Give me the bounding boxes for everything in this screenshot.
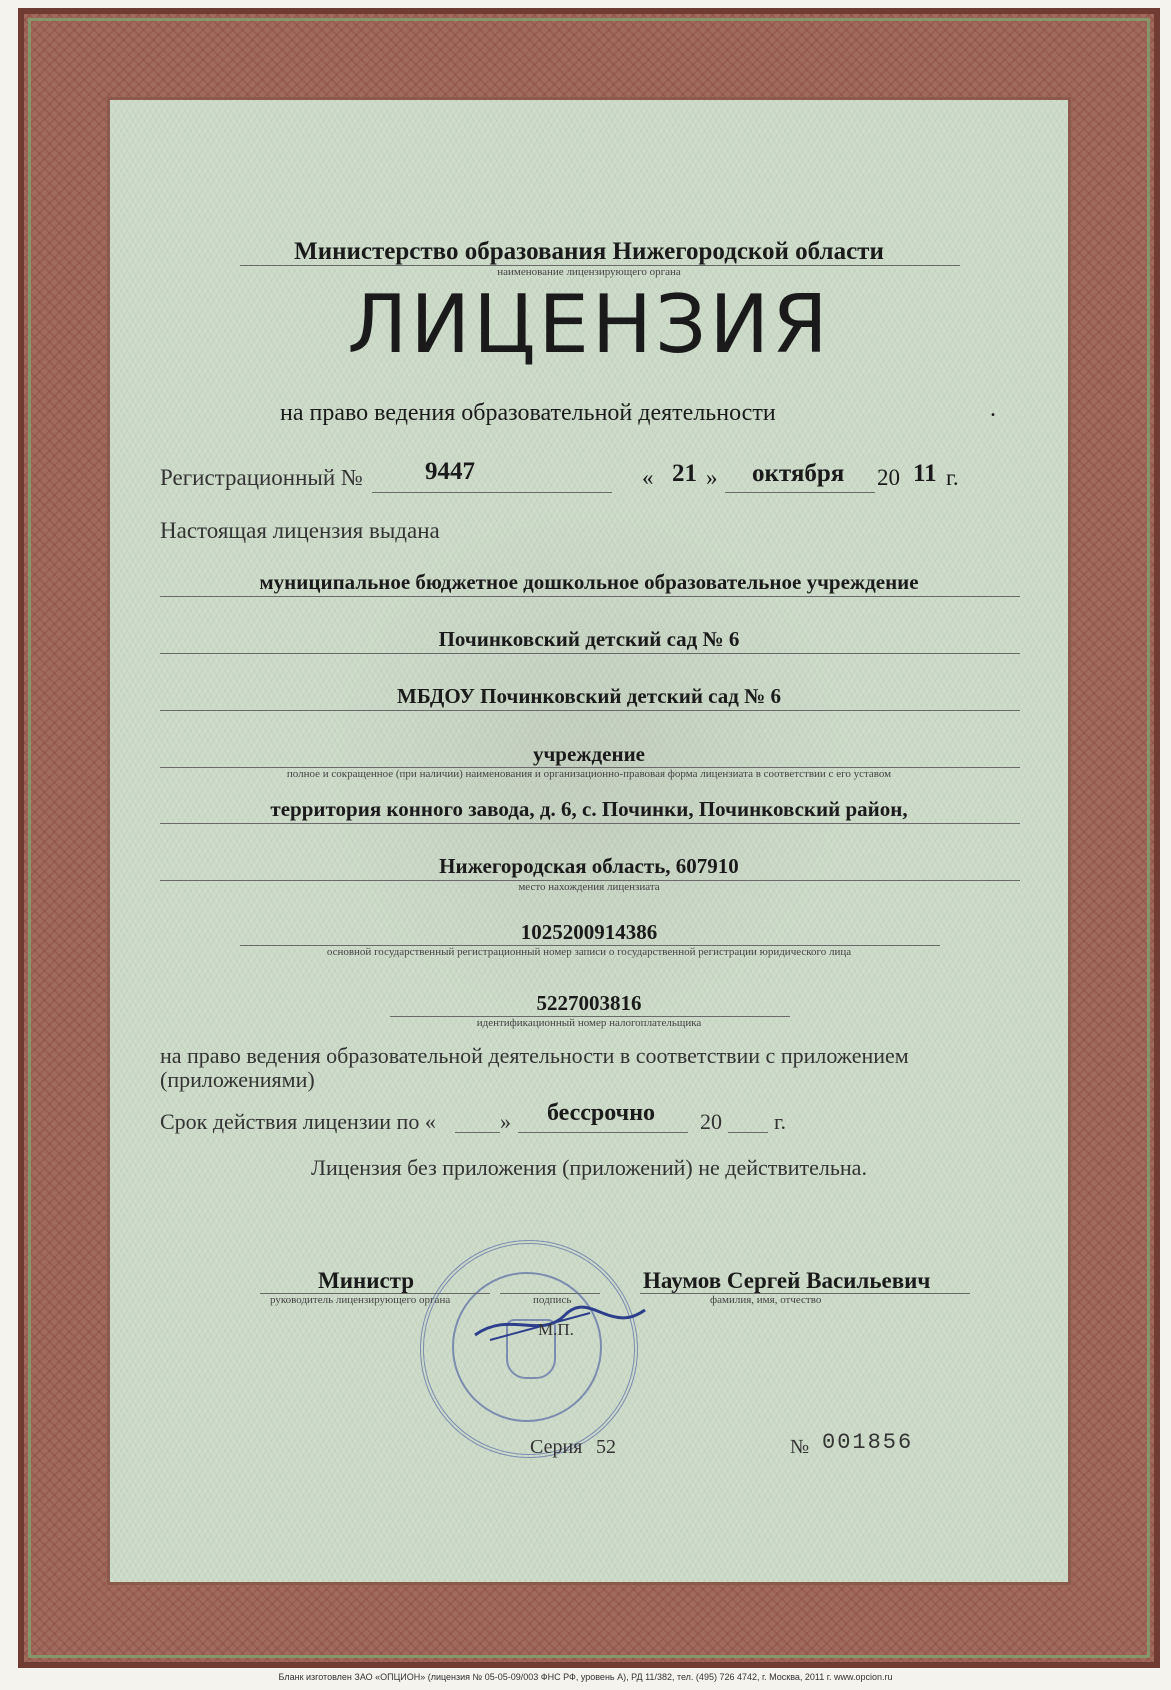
date-century: 20 bbox=[877, 465, 900, 490]
signature-caption: подпись bbox=[533, 1294, 572, 1306]
date-day: 21 bbox=[672, 460, 697, 487]
date-close-quote: » bbox=[706, 465, 718, 490]
validity-value: бессрочно bbox=[547, 1100, 656, 1126]
signer-position-caption: руководитель лицензирующего органа bbox=[270, 1294, 451, 1306]
validity-label: Срок действия лицензии по « bbox=[160, 1109, 436, 1134]
licensing-authority: Министерство образования Нижегородской области bbox=[294, 238, 884, 265]
address-line2: Нижегородская область, 607910 bbox=[439, 854, 739, 878]
license-field: Министерство образования Нижегородской области наименование лицензирующего органа ЛИЦЕНЗИЯ на право ведения образовательной деятельности . Регистрационный № 9447 « 21 » октября 20 11 г. Настоящая лицензия выдана муниципальное бюджетное дошкольное образовательное учреждение Починковский детский сад № 6 МБДОУ Починковский детский сад № 6 учреждение полное и сокращенное (при наличии) наименования и организационно-правовая форма лицензиата в соответствии с его уставом территория конного завода, д. 6, с. Починки, Починковский район, Нижегородская область, 607910 место нахождения лицензиата 1025200914386 основной государственный регистрационный номер записи о государственной регистрации юридического лица 5227003816 идентификационный номер налогоплательщика на право ведения образовательной деятельности в соответствии с приложением (приложениями) Срок действия лицензии по « » бессрочно 20 г. Лицензия без приложения (приложений) не действительна. Министр руководитель лицензирующего органа подпись Наумов Сергей Васильевич фамилия, имя, отчество М.П. Серия 52 № 001856 bbox=[110, 100, 1068, 1582]
licensee-short-name: МБДОУ Починковский детский сад № 6 bbox=[397, 684, 781, 708]
invalid-without-appendix-note: Лицензия без приложения (приложений) не действительна. bbox=[311, 1155, 867, 1180]
series-label: Серия bbox=[530, 1436, 583, 1458]
ogrn-caption: основной государственный регистрационный номер записи о государственной регистрации юридического лица bbox=[326, 946, 852, 958]
licensee-full-name: муниципальное бюджетное дошкольное образовательное учреждение bbox=[259, 570, 919, 594]
licensee-caption: полное и сокращенное (при наличии) наименования и организационно-правовая форма лицензиата в соответствии с его уставом bbox=[286, 768, 892, 780]
validity-suffix: г. bbox=[774, 1109, 787, 1134]
blank-number: 001856 bbox=[822, 1430, 914, 1455]
address-line1: территория конного завода, д. 6, с. Починки, Починковский район, bbox=[270, 797, 908, 821]
signer-name-caption: фамилия, имя, отчество bbox=[710, 1294, 822, 1306]
validity-close-quote: » bbox=[500, 1109, 511, 1134]
signer-full-name: Наумов Сергей Васильевич bbox=[643, 1268, 931, 1293]
date-suffix: г. bbox=[946, 465, 959, 490]
registration-label: Регистрационный № bbox=[160, 465, 363, 490]
date-month: октября bbox=[752, 460, 845, 487]
address-caption: место нахождения лицензиата bbox=[518, 881, 660, 893]
printer-footer: Бланк изготовлен ЗАО «ОПЦИОН» (лицензия № 05-05-09/003 ФНС РФ, уровень А), РД 11/382, тел. (495) 726 4742, г. Москва, 2011 г. www.opcion.ru bbox=[278, 1672, 893, 1682]
registration-number: 9447 bbox=[425, 458, 475, 485]
number-label: № bbox=[790, 1436, 810, 1458]
date-open-quote: « bbox=[642, 465, 654, 490]
licensee-org-form: учреждение bbox=[532, 742, 646, 766]
activity-right-line2: (приложениями) bbox=[160, 1067, 315, 1092]
official-seal bbox=[420, 1240, 638, 1458]
inn-value: 5227003816 bbox=[536, 991, 642, 1015]
series-value: 52 bbox=[596, 1436, 616, 1458]
signer-position: Министр bbox=[318, 1268, 415, 1293]
ogrn-value: 1025200914386 bbox=[520, 920, 658, 944]
licensee-name-line2: Починковский детский сад № 6 bbox=[438, 627, 740, 651]
authority-caption: наименование лицензирующего органа bbox=[497, 266, 681, 278]
issued-label: Настоящая лицензия выдана bbox=[160, 518, 440, 543]
seal-place-label: М.П. bbox=[538, 1320, 574, 1339]
document-title: ЛИЦЕНЗИЯ bbox=[347, 278, 831, 371]
activity-right-line1: на право ведения образовательной деятельности в соответствии с приложением bbox=[160, 1043, 909, 1068]
validity-century: 20 bbox=[700, 1109, 722, 1134]
license-frame bbox=[18, 8, 1160, 1668]
document-subtitle: на право ведения образовательной деятельности bbox=[280, 400, 776, 426]
inn-caption: идентификационный номер налогоплательщика bbox=[476, 1017, 702, 1029]
date-year: 11 bbox=[913, 460, 937, 487]
